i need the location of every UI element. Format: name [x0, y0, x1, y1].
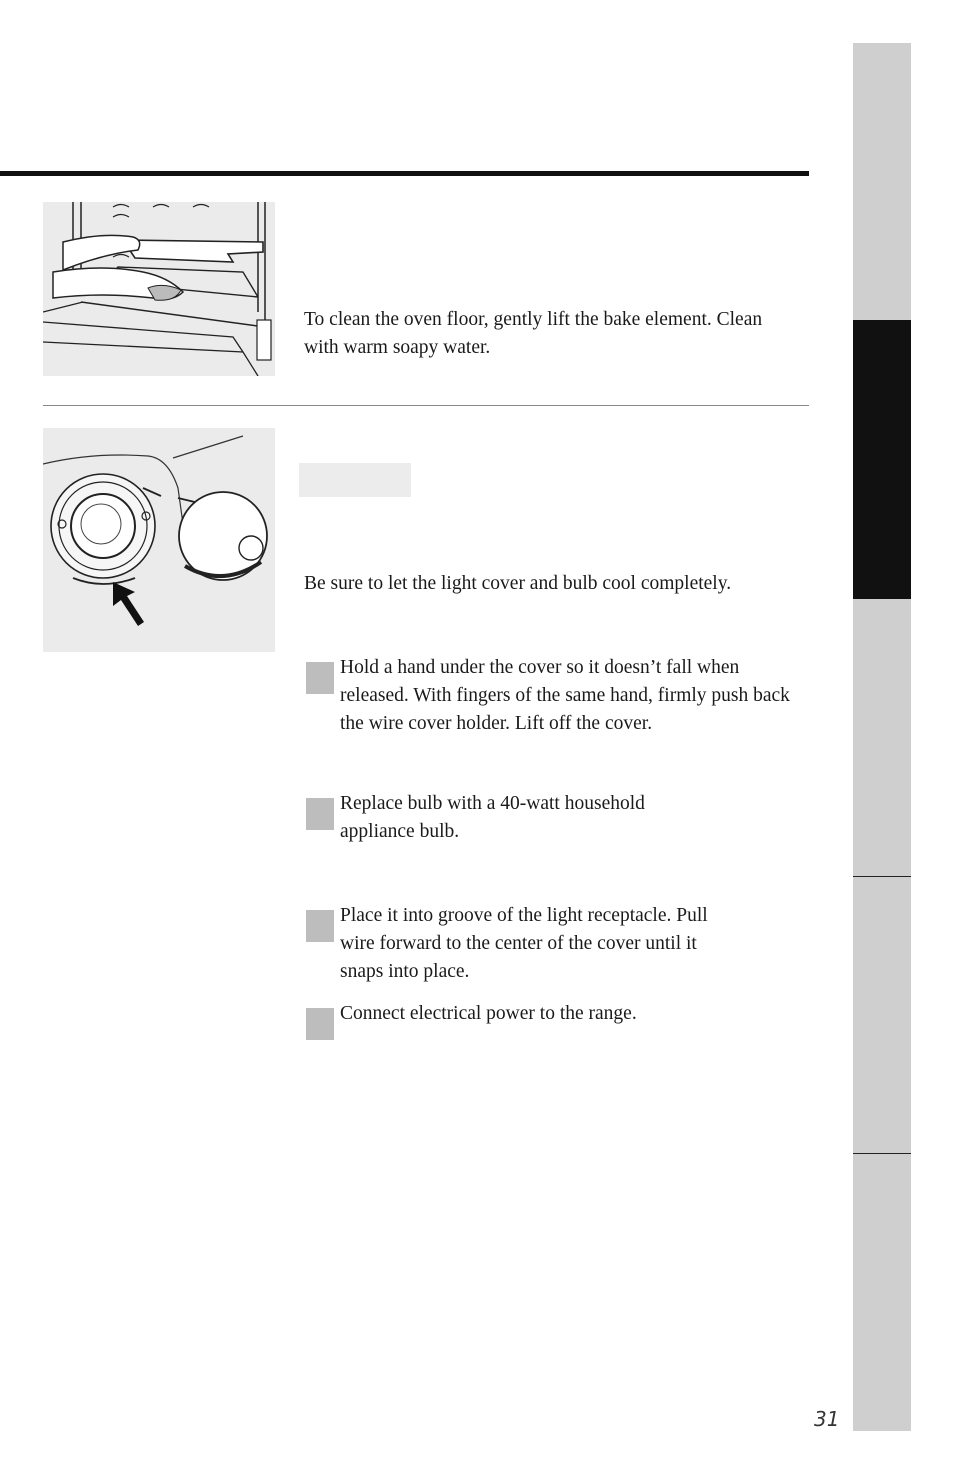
step-3-text: Place it into groove of the light receptacle. Pull wire forward to the center of the cover until it snaps into place.	[340, 905, 708, 982]
oven-floor-illustration	[43, 202, 275, 376]
section-divider-thick	[0, 171, 809, 176]
caution-label-chip	[299, 463, 411, 497]
oven-floor-instructions: To clean the oven floor, gently lift the bake element. Clean with warm soapy water.	[304, 309, 763, 358]
side-tab-divider	[853, 876, 911, 877]
step-4-text: Connect electrical power to the range.	[340, 1003, 637, 1024]
step-1-text: Hold a hand under the cover so it doesn’t fall when released. With fingers of the same hand, firmly push back the wire cover holder. Lift off the cover.	[340, 657, 790, 734]
page-number: 31	[814, 1407, 840, 1431]
side-tab-divider	[853, 1153, 911, 1154]
step-marker-1	[306, 662, 334, 694]
section-divider-thin	[43, 405, 809, 406]
side-tab-active	[853, 320, 911, 599]
caution-text: Be sure to let the light cover and bulb cool completely.	[304, 573, 732, 594]
step-marker-4	[306, 1008, 334, 1040]
step-marker-3	[306, 910, 334, 942]
oven-light-illustration	[43, 428, 275, 652]
step-marker-2	[306, 798, 334, 830]
step-2-text: Replace bulb with a 40-watt household appliance bulb.	[340, 793, 645, 842]
side-tab-strip	[853, 43, 911, 1431]
